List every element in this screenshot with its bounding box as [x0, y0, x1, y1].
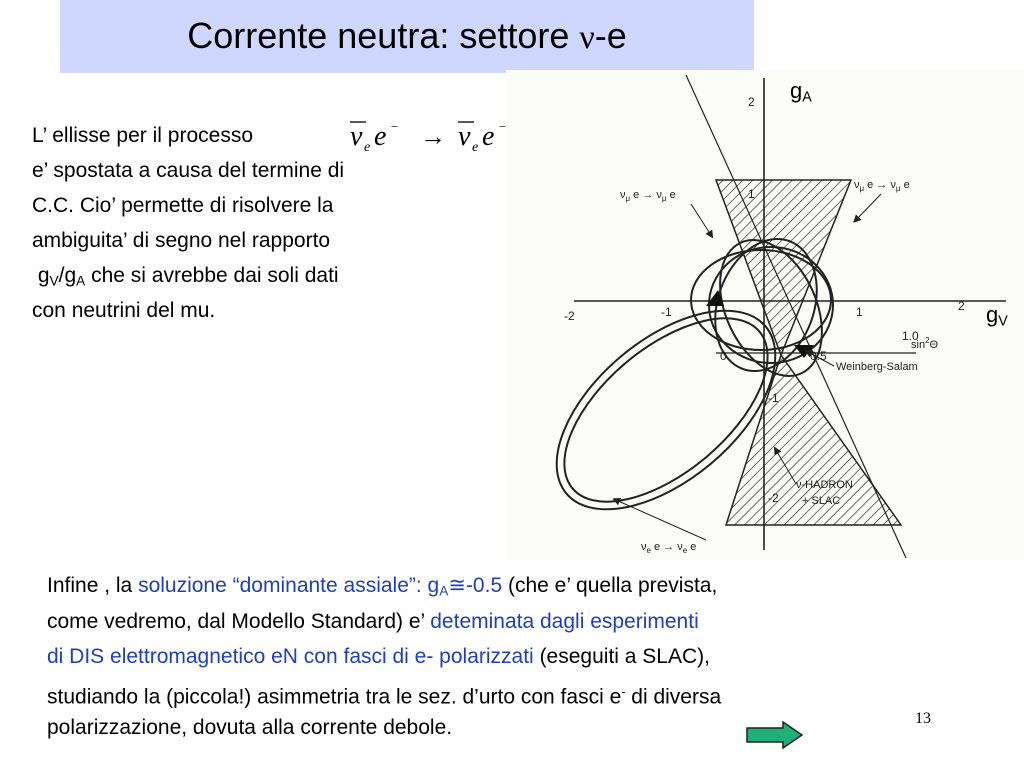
intro-line-1: L’ ellisse per il processo: [32, 124, 253, 147]
svg-text:0: 0: [720, 349, 727, 363]
svg-text:sin2Θ: $\sin^2\Theta$: [911, 336, 939, 351]
svg-text:νe e → νe e: $\nu_e$ $e \to \nu_e$ e: [641, 541, 697, 555]
svg-text:-2: -2: [564, 309, 575, 323]
svg-text:-1: -1: [661, 305, 672, 319]
intro-line-6: con neutrini del mu.: [32, 299, 216, 322]
svg-text:2: 2: [748, 95, 755, 109]
svg-text:→: →: [420, 122, 446, 151]
intro-line-3: C.C. Cio’ permette di risolvere la: [32, 194, 334, 217]
conclusion-line-5: polarizzazione, dovuta alla corrente debole.: [47, 716, 453, 739]
svg-text:-1: -1: [768, 391, 779, 405]
svg-text:-2: -2: [768, 491, 779, 505]
svg-text:1: 1: [748, 187, 755, 201]
process-formula: [340, 112, 520, 156]
svg-text:ν-HADRON: ν-HADRON: [796, 479, 853, 491]
svg-text:e: e: [482, 121, 495, 152]
svg-text:−: −: [390, 119, 399, 134]
conclusion-line-4: studiando la (piccola!) asimmetria tra le sez. d’urto con fasci e- di diversa: [47, 684, 722, 709]
axis-label-ga: $g_A$: [790, 78, 812, 106]
svg-text:2: 2: [958, 299, 965, 313]
ga-gv-figure: [506, 70, 1024, 560]
svg-text:1.0: 1.0: [902, 329, 919, 343]
svg-text:e: e: [374, 121, 387, 152]
conclusion-paragraph: [47, 568, 997, 746]
svg-text:−: −: [498, 119, 507, 134]
intro-line-5: $g_V/g_A$ che si avrebbe dai soli dati: [37, 264, 339, 289]
svg-text:0.5: 0.5: [810, 349, 827, 363]
svg-text:e: e: [364, 140, 371, 155]
svg-text:+ SLAC: + SLAC: [802, 495, 841, 507]
page-number: 13: [915, 710, 931, 727]
svg-text:νμ e → νμ e: $\nu_\mu$ $e \to \nu_\mu$ e: [854, 179, 910, 193]
svg-text:νμ e → νμ e: $\nu_\mu$ $e \to \nu_\mu$ e: [620, 189, 676, 203]
conclusion-line-3: di DIS elettromagnetico eN con fasci di e- polarizzati (eseguiti a SLAC),: [47, 645, 710, 668]
svg-text:Weinberg-Salam: Weinberg-Salam: [836, 361, 918, 373]
intro-line-2: e’ spostata a causa del termine di: [32, 159, 345, 182]
svg-text:ν: ν: [458, 121, 471, 152]
intro-line-4: ambiguita’ di segno nel rapporto: [32, 229, 331, 252]
svg-text:ν: ν: [350, 121, 363, 152]
next-slide-arrow-icon[interactable]: [745, 721, 805, 749]
svg-text:1: 1: [856, 305, 863, 319]
conclusion-line-2: come vedremo, dal Modello Standard) e’ deteminata dagli esperimenti: [47, 609, 699, 633]
conclusion-line-1: Infine , la soluzione “dominante assiale”: $g_A≅-0.5$ (che e’ quella prevista,: [47, 574, 718, 599]
axis-label-gv: $g_V$: [986, 302, 1008, 330]
svg-text:e: e: [472, 140, 479, 155]
slide-title: Corrente neutra: settore ν-e: [187, 15, 627, 56]
